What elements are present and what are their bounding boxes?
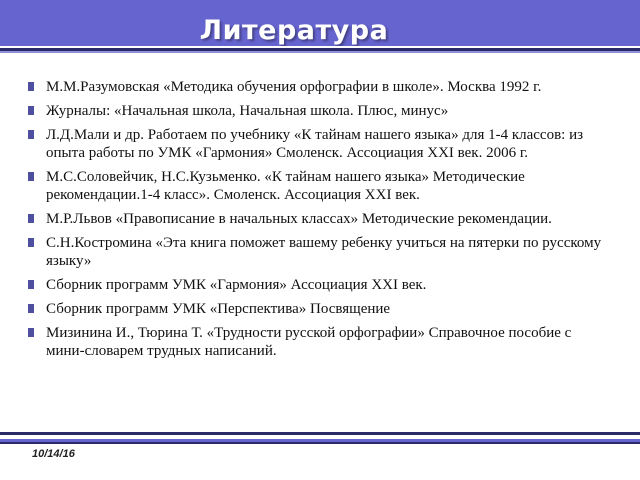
square-bullet-icon (28, 172, 34, 181)
square-bullet-icon (28, 238, 34, 247)
slide-date: 10/14/16 (32, 448, 75, 460)
list-item (0, 78, 610, 96)
list-item-text: Сборник программ УМК «Гармония» Ассоциация XXI век. (46, 277, 427, 293)
bibliography-list (0, 78, 610, 366)
square-bullet-icon (28, 304, 34, 313)
list-item (0, 300, 610, 318)
list-item (0, 126, 610, 162)
list-item-text: Мизинина И., Тюрина Т. «Трудности русской орфографии» Справочное пособие с мини-словарем трудных написаний. (46, 325, 572, 359)
square-bullet-icon (28, 130, 34, 139)
square-bullet-icon (28, 214, 34, 223)
slide-title: Литература (199, 15, 389, 46)
list-item (0, 234, 610, 270)
list-item-text: Л.Д.Мали и др. Работаем по учебнику «К тайнам нашего языка» для 1-4 классов: из опыта работы по УМК «Гармония» Смоленск. Ассоциация XXI век. 2006 г. (46, 127, 584, 161)
list-item (0, 168, 610, 204)
list-item-text: С.Н.Костромина «Эта книга поможет вашему ребенку учиться на пятерки по русскому языку» (46, 235, 602, 269)
list-item (0, 276, 610, 294)
list-item (0, 324, 610, 360)
list-item (0, 210, 610, 228)
list-item (0, 102, 610, 120)
list-item-text: Сборник программ УМК «Перспектива» Посвящение (46, 301, 391, 317)
square-bullet-icon (28, 328, 34, 337)
list-item-text: М.М.Разумовская «Методика обучения орфографии в школе». Москва 1992 г. (46, 79, 542, 95)
divider (0, 51, 640, 53)
list-item-text: М.Р.Львов «Правописание в начальных классах» Методические рекомендации. (46, 211, 552, 227)
footer-divider (0, 439, 640, 442)
square-bullet-icon (28, 106, 34, 115)
list-item-text: М.С.Соловейчик, Н.С.Кузьменко. «К тайнам нашего языка» Методические рекомендации.1-4 класс». Смоленск. Ассоциация XXI век. (46, 169, 525, 203)
square-bullet-icon (28, 280, 34, 289)
list-item-text: Журналы: «Начальная школа, Начальная школа. Плюс, минус» (46, 103, 449, 119)
square-bullet-icon (28, 82, 34, 91)
